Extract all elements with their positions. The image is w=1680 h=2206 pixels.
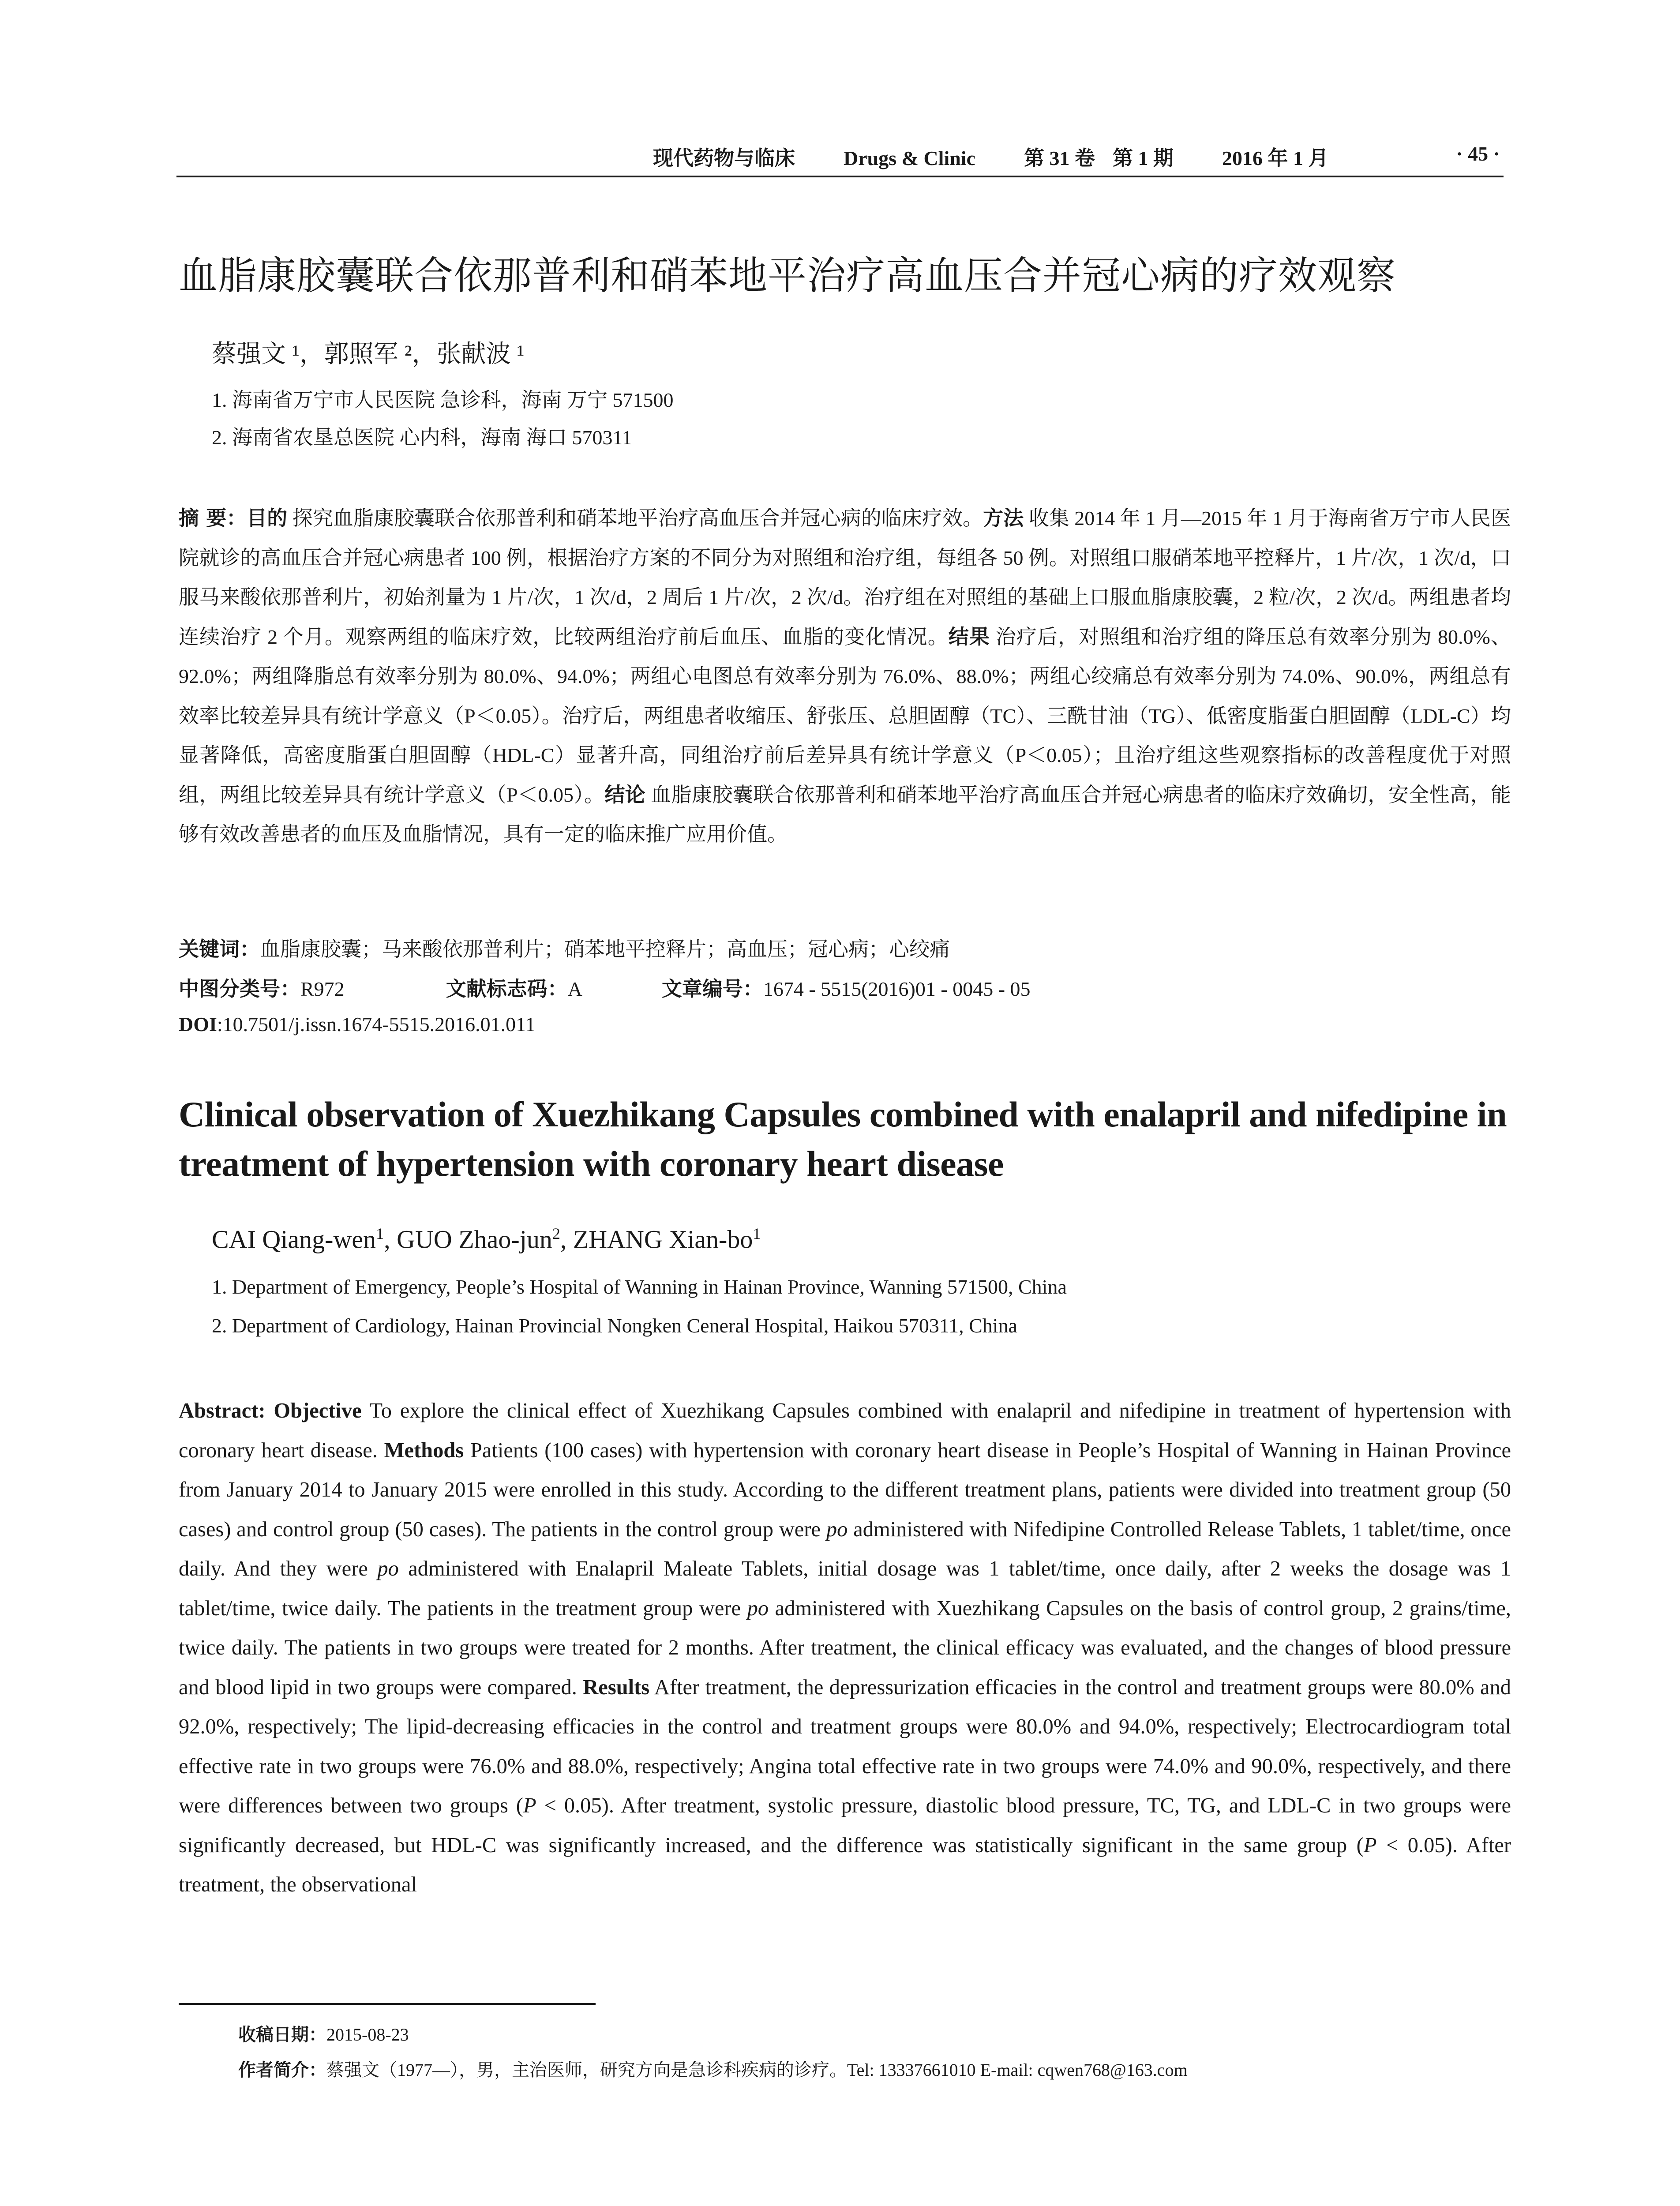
methods-cn-label: 方法: [983, 506, 1024, 530]
keywords-label: 关键词：: [179, 937, 260, 961]
methods-en-text: Patients (100 cases) with hypertension with coronary heart disease in People’s Hospital of Wanning in Hainan Province from January 2014 to January 2015 were enrolled in this study. According to the different treatment plans, patients were divided into treatment group (50 cases) and control group (50 cases). The patients in the control group were: [179, 1438, 1511, 1541]
po-term: po: [747, 1596, 769, 1620]
doc-code-label: 文献标志码：: [446, 977, 568, 1001]
authors-chinese: 蔡强文 ¹，郭照军 ²，张献波 ¹: [212, 341, 525, 368]
conclusion-cn-text: 血脂康胶囊联合依那普利和硝苯地平治疗高血压合并冠心病患者的临床疗效确切，安全性高，能够有效改善患者的血压及血脂情况，具有一定的临床推广应用价值。: [179, 783, 1511, 845]
running-header: [176, 140, 1504, 177]
doc-code-value: A: [567, 978, 582, 1000]
running-header-center: [653, 142, 1377, 171]
results-cn-label: 结果: [948, 624, 990, 649]
po-term: po: [826, 1517, 848, 1541]
affiliation-cn-1: 1. 海南省万宁市人民医院 急诊科，海南 万宁 571500: [212, 389, 674, 411]
objective-cn-label: 目的: [247, 506, 288, 530]
conclusion-cn-label: 结论: [604, 782, 646, 807]
volume: 第 31 卷: [1024, 147, 1095, 169]
classification-line: [179, 973, 1031, 1002]
page-number: · 45 ·: [1456, 143, 1500, 165]
objective-en-text: To explore the clinical effect of Xuezhikang Capsules combined with enalapril and nifedipine in treatment of hypertension with coronary heart disease.: [179, 1399, 1511, 1462]
po-term: po: [377, 1557, 399, 1580]
journal-name-cn: 现代药物与临床: [653, 147, 795, 169]
objective-cn-text: 探究血脂康胶囊联合依那普利和硝苯地平治疗高血压合并冠心病的临床疗效。: [287, 507, 983, 529]
abstract-chinese: [179, 499, 1511, 854]
title-english: Clinical observation of Xuezhikang Capsules combined with enalapril and nifedipine in treatment of hypertension with coronary heart disease: [179, 1094, 1507, 1184]
received-value: 2015-08-23: [326, 2025, 409, 2045]
author-name: ZHANG Xian-bo: [573, 1225, 753, 1254]
keywords-text: 血脂康胶囊；马来酸依那普利片；硝苯地平控释片；高血压；冠心病；心绞痛: [260, 938, 950, 960]
author-affiliation-mark: 1: [753, 1225, 761, 1242]
article-number-value: 1674 - 5515(2016)01 - 0045 - 05: [763, 978, 1031, 1000]
author-name: CAI Qiang-wen: [212, 1225, 376, 1254]
affiliation-cn-2: 2. 海南省农垦总医院 心内科，海南 海口 570311: [212, 426, 632, 449]
issue: 第 1 期: [1113, 147, 1174, 169]
keywords: [179, 933, 950, 962]
methods-cn-text: 收集 2014 年 1 月—2015 年 1 月于海南省万宁市人民医院就诊的高血压合并冠心病患者 100 例，根据治疗方案的不同分为对照组和治疗组，每组各 50 例。对照组口服硝苯地平控释片，1 片/次，1 次/d，口服马来酸依那普利片，初始剂量为 1 片/次，1 次/d，2 周后 1 片/次，2 次/d。治疗组在对照组的基础上口服血脂康胶囊，2 粒/次，2 次/d。两组患者均连续治疗 2 个月。观察两组的临床疗效，比较两组治疗前后血压、血脂的变化情况。: [179, 507, 1511, 648]
doi-value: :10.7501/j.issn.1674-5515.2016.01.011: [217, 1013, 536, 1035]
author-name: GUO Zhao-jun: [397, 1225, 552, 1254]
article-number-label: 文章编号：: [661, 977, 763, 1001]
title-chinese: 血脂康胶囊联合依那普利和硝苯地平治疗高血压合并冠心病的疗效观察: [179, 253, 1396, 298]
p-value-symbol: P: [523, 1794, 536, 1817]
authors-english: CAI Qiang-wen$^1$, GUO Zhao-jun$^2$, ZHANG Xian-$bo^1$: [212, 1225, 761, 1254]
author-bio-text: 蔡强文（1977—），男，主治医师，研究方向是急诊科疾病的诊疗。Tel: 13337661010 E-mail: cqwen768@163.com: [326, 2060, 1188, 2080]
results-en-text: After treatment, the depressurization efficacies in the control and treatment groups were 80.0% and 92.0%, respectively; The lipid-decreasing efficacies in the control and treatment groups were 80.0% and 94.0%, respectively; Electrocardiogram total effective rate in two groups were 76.0% and 88.0%, respectively; Angina total effective rate in two groups were 74.0% and 90.0%, respectively, and there were differences between two groups (: [179, 1675, 1511, 1817]
clc-value: R972: [300, 978, 345, 1000]
abstract-cn-label: 摘 要：: [179, 506, 247, 530]
doi-label: DOI: [179, 1013, 217, 1035]
methods-en-label: Methods: [384, 1438, 464, 1462]
p-value-symbol: P: [1363, 1833, 1377, 1857]
abstract-english: Abstract: Objective To explore the clinical effect of Xuezhikang Capsules combined with enalapril and nifedipine in treatment of hypertension with coronary heart disease. Methods Patients (100 cases) with hypertension with coronary heart disease in People’s Hospital of Wanning in Hainan Province from January 2014 to January 2015 were enrolled in this study. According to the different treatment plans, patients were divided into treatment group (50 cases) and control group (50 cases). The patients in the control group were po administered with Nifedipine Controlled Release Tablets, 1 tablet/time, once daily. And they were po administered with Enalapril Maleate Tablets, initial dosage was 1 tablet/time, once daily, after 2 weeks the dosage was 1 tablet/time, twice daily. The patients in the treatment group were po administered with Xuezhikang Capsules on the basis of control group, 2 grains/time, twice daily. The patients in two groups were treated for 2 months. After treatment, the clinical efficacy was evaluated, and the changes of blood pressure and blood lipid in two groups were compared. Results After treatment, the depressurization efficacies in the control and treatment groups were 80.0% and 92.0%, respectively; The lipid-decreasing efficacies in the control and treatment groups were 80.0% and 94.0%, respectively; Electrocardiogram total effective rate in two groups were 76.0% and 88.0%, respectively; Angina total effective rate in two groups were 74.0% and 90.0%, respectively, and there were differences between two groups (P < 0.05). After treatment, systolic pressure, diastolic blood pressure, TC, TG, and LDL-C in two groups were significantly decreased, but HDL-C was significantly increased, and the difference was statistically significant in the same group (P < 0.05). After treatment, the observational: [179, 1399, 1511, 1896]
author-bio-label: 作者简介：: [238, 2060, 326, 2080]
results-en-label: Results: [583, 1675, 650, 1699]
results-cn-text: 治疗后，对照组和治疗组的降压总有效率分别为 80.0%、92.0%；两组降脂总有效率分别为 80.0%、94.0%；两组心电图总有效率分别为 76.0%、88.0%；两组心绞痛总有效率分别为 74.0%、90.0%，两组总有效率比较差异具有统计学意义（P＜0.05）。治疗后，两组患者收缩压、舒张压、总胆固醇（TC）、三酰甘油（TG）、低密度脂蛋白胆固醇（LDL-C）均显著降低，高密度脂蛋白胆固醇（HDL-C）显著升高，同组治疗前后差异具有统计学意义（P＜0.05）；且治疗组这些观察指标的改善程度优于对照组，两组比较差异具有统计学意义（P＜0.05）。: [179, 625, 1511, 806]
author-affiliation-mark: 2: [552, 1225, 560, 1242]
received-label: 收稿日期：: [238, 2025, 326, 2045]
author-bio: [238, 2056, 1188, 2081]
abstract-en-label: Abstract:: [179, 1399, 274, 1422]
objective-en-label: Objective: [274, 1399, 362, 1422]
clc-label: 中图分类号：: [179, 977, 300, 1001]
received-date: [238, 2021, 409, 2046]
affiliation-en-1: 1. Department of Emergency, People’s Hospital of Wanning in Hainan Province, Wanning 571500, China: [212, 1276, 1067, 1298]
issue-date: 2016 年 1 月: [1222, 147, 1329, 169]
author-affiliation-mark: 1: [376, 1225, 384, 1242]
doi-line: [179, 1013, 535, 1036]
affiliation-en-2: 2. Department of Cardiology, Hainan Provincial Nongken Ceneral Hospital, Haikou 570311, China: [212, 1314, 1017, 1337]
footnote-divider: [179, 2003, 596, 2005]
journal-name-en: Drugs & Clinic: [844, 147, 975, 169]
